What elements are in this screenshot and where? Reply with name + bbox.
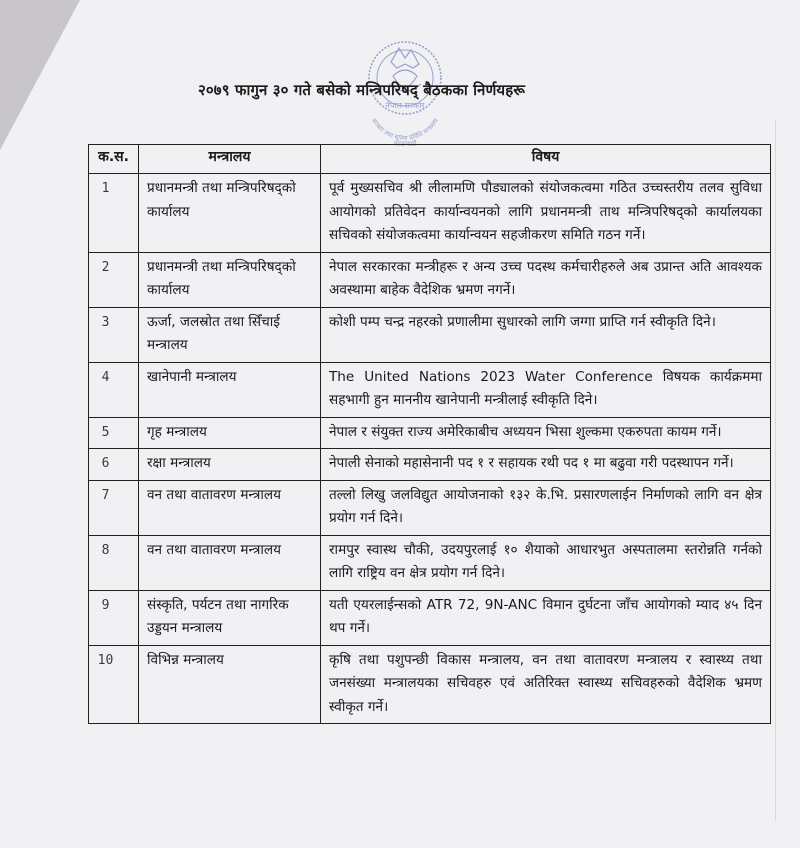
row-number: 9 <box>89 590 139 645</box>
row-number: 4 <box>89 362 139 417</box>
seal-line-1: नेपाल सरकार <box>385 101 425 110</box>
row-number: 10 <box>89 645 139 724</box>
row-ministry: वन तथा वातावरण मन्त्रालय <box>139 535 321 590</box>
row-ministry: ऊर्जा, जलस्रोत तथा सिँचाई मन्त्रालय <box>139 307 321 362</box>
row-number: 2 <box>89 252 139 307</box>
row-ministry: संस्कृति, पर्यटन तथा नागरिक उड्डयन मन्त्रालय <box>139 590 321 645</box>
table-body <box>89 174 771 724</box>
seal-line-2-path: सञ्चार तथा सूचना प्रविधि मन्त्रालय <box>369 117 441 142</box>
row-subject: कृषि तथा पशुपन्छी विकास मन्त्रालय, वन तथा वातावरण मन्त्रालय र स्वास्थ्य तथा जनसंख्या मन्त्रालयका सचिवहरु एवं अतिरिक्त स्वास्थ्य सचिवहरुको वैदेशिक भ्रमण स्वीकृत गर्ने। <box>321 645 771 724</box>
seal-line-2 <box>370 117 440 142</box>
row-ministry: रक्षा मन्त्रालय <box>139 449 321 481</box>
row-subject: नेपाल सरकारका मन्त्रीहरू र अन्य उच्च पदस्थ कर्मचारीहरुले अब उप्रान्त अति आवश्यक अवस्थामा बाहेक वैदेशिक भ्रमण नगर्ने। <box>321 252 771 307</box>
table-row <box>89 417 771 449</box>
row-subject: नेपाल र संयुक्त राज्य अमेरिकाबीच अध्ययन भिसा शुल्कमा एकरुपता कायम गर्ने। <box>321 417 771 449</box>
row-subject: यती एयरलाईन्सको ATR 72, 9N-ANC विमान दुर्घटना जाँच आयोगको म्याद ४५ दिन थप गर्ने। <box>321 590 771 645</box>
row-ministry: प्रधानमन्त्री तथा मन्त्रिपरिषद्को कार्यालय <box>139 174 321 253</box>
table-row <box>89 480 771 535</box>
row-subject: तल्लो लिखु जलविद्युत आयोजनाको १३२ के.भि. प्रसारणलाईन निर्माणको लागि वन क्षेत्र प्रयोग गर्न दिने। <box>321 480 771 535</box>
row-subject: नेपाली सेनाको महासेनानी पद १ र सहायक रथी पद १ मा बढुवा गरी पदस्थापन गर्ने। <box>321 449 771 481</box>
table-row <box>89 590 771 645</box>
decisions-table <box>88 144 771 724</box>
row-number: 3 <box>89 307 139 362</box>
row-number: 5 <box>89 417 139 449</box>
scan-fold-line <box>775 120 776 820</box>
table-row <box>89 535 771 590</box>
table-header <box>89 145 771 174</box>
page-title: २०७९ फागुन ३० गते बसेको मन्त्रिपरिषद् बैठकका निर्णयहरू <box>198 81 526 99</box>
table-header-row <box>89 145 771 174</box>
table-row <box>89 645 771 724</box>
header-serial-number: क.स. <box>89 145 139 174</box>
row-ministry: वन तथा वातावरण मन्त्रालय <box>139 480 321 535</box>
row-number: 1 <box>89 174 139 253</box>
row-number: 7 <box>89 480 139 535</box>
row-ministry: विभिन्न मन्त्रालय <box>139 645 321 724</box>
row-subject: पूर्व मुख्यसचिव श्री लीलामणि पौड्यालको संयोजकत्वमा गठित उच्चस्तरीय तलव सुविधा आयोगको प्रतिवेदन कार्यान्वयनको लागि प्रधानमन्त्री ताथ मन्त्रिपरिषद्को कार्यालयका सचिवको संयोजकत्वमा कार्यान्वयन सहजीकरण समिति गठन गर्ने। <box>321 174 771 253</box>
row-subject: रामपुर स्वास्थ चौकी, उदयपुरलाई १० शैयाको आधारभुत अस्पतालमा स्तरोन्नति गर्नको लागि राष्ट्रिय वन क्षेत्र प्रयोग गर्न दिने। <box>321 535 771 590</box>
seal-line-3: काठमाडौं <box>393 140 417 148</box>
table-row <box>89 449 771 481</box>
row-subject: कोशी पम्प चन्द्र नहरको प्रणालीमा सुधारको लागि जग्गा प्राप्ति गर्न स्वीकृति दिने। <box>321 307 771 362</box>
row-subject: The United Nations 2023 Water Conference विषयक कार्यक्रममा सहभागी हुन माननीय खानेपानी मन्त्रीलाई स्वीकृति दिने। <box>321 362 771 417</box>
table-row <box>89 252 771 307</box>
table-row <box>89 307 771 362</box>
row-ministry: प्रधानमन्त्री तथा मन्त्रिपरिषद्को कार्यालय <box>139 252 321 307</box>
header-subject: विषय <box>321 145 771 174</box>
row-number: 6 <box>89 449 139 481</box>
table-row <box>89 174 771 253</box>
row-number: 8 <box>89 535 139 590</box>
row-ministry: खानेपानी मन्त्रालय <box>139 362 321 417</box>
table-row <box>89 362 771 417</box>
header-ministry: मन्त्रालय <box>139 145 321 174</box>
row-ministry: गृह मन्त्रालय <box>139 417 321 449</box>
